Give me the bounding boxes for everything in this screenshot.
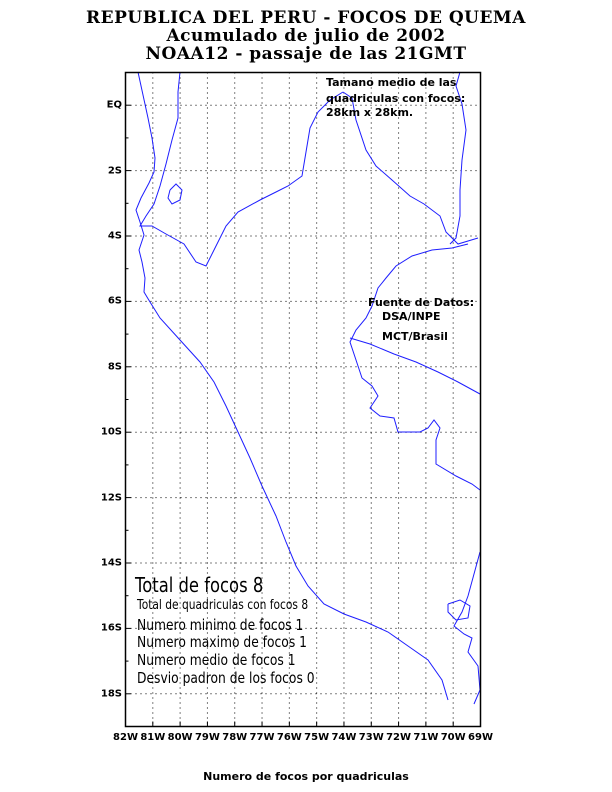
stat-total-focos: Total de focos 8 <box>135 573 264 597</box>
footer-caption: Numero de focos por quadriculas <box>203 770 409 783</box>
x-tick-label: 77W <box>249 732 275 743</box>
data-source-mct-brasil: MCT/Brasil <box>382 330 448 343</box>
y-tick-label: 4S <box>107 230 122 242</box>
y-tick-label: 12S <box>100 492 122 504</box>
stat-minimo: Numero minimo de focos 1 <box>137 616 304 634</box>
y-tick-label: 8S <box>107 361 122 373</box>
x-tick-label: 78W <box>222 732 248 743</box>
x-tick-label: 79W <box>194 732 220 743</box>
y-tick-label: 14S <box>100 557 122 569</box>
stat-medio: Numero medio de focos 1 <box>137 651 296 669</box>
y-tick-label: 6S <box>107 295 122 307</box>
map-subtitle-period: Acumulado de julio de 2002 <box>166 26 446 46</box>
stat-maximo: Numero maximo de focos 1 <box>137 633 307 651</box>
data-source-dsa-inpe: DSA/INPE <box>382 310 441 323</box>
ecuador-peru-border <box>140 72 343 266</box>
x-tick-label: 69W <box>468 732 493 743</box>
x-tick-label: 71W <box>413 732 439 743</box>
grid-size-note-line-2: quadriculas con focos: <box>326 92 466 105</box>
stat-desvio: Desvio padron de los focos 0 <box>137 669 315 687</box>
y-tick-label: 2S <box>107 165 122 177</box>
x-tick-label: 82W <box>113 732 138 743</box>
brazil-bolivia-border <box>350 338 480 394</box>
y-tick-label: 10S <box>100 426 122 438</box>
x-tick-label: 74W <box>331 732 357 743</box>
y-tick-label: 18S <box>100 688 122 700</box>
grid-size-note-line-1: Tamano medio de las <box>326 76 457 89</box>
x-tick-label: 72W <box>386 732 412 743</box>
gulf-of-guayaquil-island <box>168 184 182 204</box>
y-tick-label: EQ <box>106 99 122 111</box>
x-tick-label: 73W <box>358 732 384 743</box>
x-tick-label: 80W <box>167 732 193 743</box>
x-tick-label: 70W <box>440 732 466 743</box>
data-source-title: Fuente de Datos: <box>368 296 475 309</box>
stat-total-quadriculas: Total de quadriculas con focos 8 <box>137 598 309 613</box>
x-tick-label: 75W <box>304 732 330 743</box>
y-tick-label: 16S <box>100 622 122 634</box>
grid-size-note-line-3: 28km x 28km. <box>326 106 414 119</box>
map-title: REPUBLICA DEL PERU - FOCOS DE QUEMA <box>86 8 526 28</box>
map-subtitle-satellite: NOAA12 - passaje de las 21GMT <box>145 44 467 64</box>
x-tick-label: 76W <box>276 732 302 743</box>
x-tick-label: 81W <box>140 732 166 743</box>
